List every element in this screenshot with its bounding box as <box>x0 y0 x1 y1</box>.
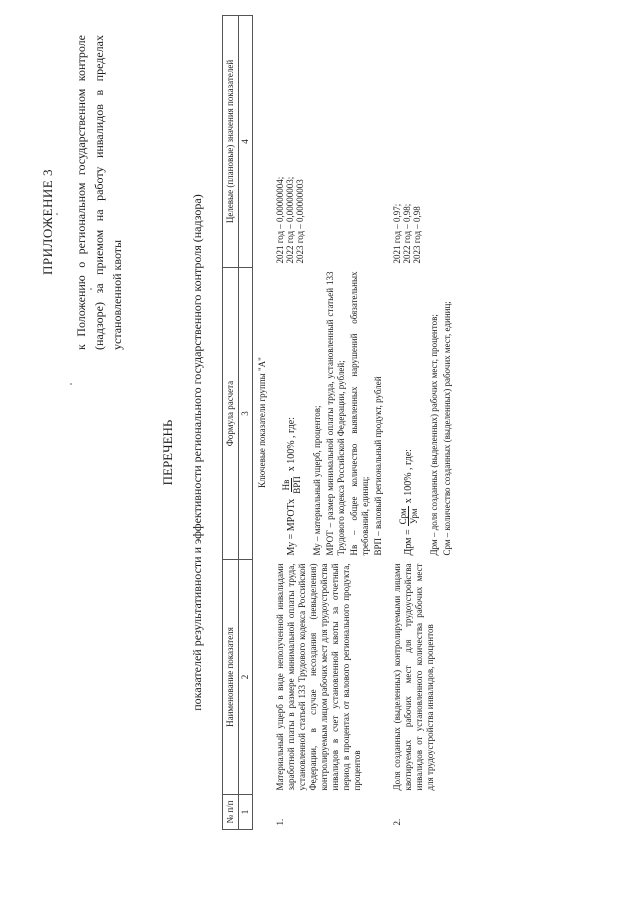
target-value: 2023 год – 0,98 <box>412 206 422 264</box>
formula-fraction <box>398 506 419 526</box>
indicator-name: Материальный ущерб в виде неполученной инвалидами заработной платы в размере минимальной оплаты труда, установленной статьей 133 Трудового кодекса Российской Федерации, в случае несоздания (невыделения) контролируемым лицом рабочих мест для трудоустройства инвалидов в счет установленной квоты за отчетный период в процентах от валового регионального продукта, процентов <box>275 563 362 791</box>
row-number: 1. <box>275 818 285 826</box>
scan-speck <box>56 213 58 215</box>
column-number: 3 <box>239 268 253 560</box>
formula-cell <box>272 268 389 560</box>
scan-speck <box>70 383 72 385</box>
formula <box>398 272 419 556</box>
table-row <box>272 16 389 830</box>
fraction-denominator: ВРП <box>292 476 302 494</box>
fraction-denominator: Урм <box>409 508 419 525</box>
header-num: № п/п <box>223 795 239 830</box>
legend-item: Му – материальный ущерб, процентов; <box>312 405 322 556</box>
legend-item: Дрм – доля созданных (выделенных) рабочих мест, процентов; <box>429 314 439 556</box>
target-value: 2023 год – 0,00000003 <box>295 179 305 264</box>
formula-right: х 100% , где: <box>403 449 414 504</box>
formula-left: Дрм = <box>403 529 414 556</box>
document-subtitle: показателей результативности и эффективности регионального государственного контроля (надзора) <box>190 194 204 711</box>
target-value: 2022 год – 0,00000003; <box>285 176 295 264</box>
formula-right: х 100% , где: <box>286 417 297 472</box>
target-values <box>389 16 458 268</box>
header-formula: Формула расчета <box>223 268 239 560</box>
document-title: ПЕРЕЧЕНЬ <box>160 419 175 486</box>
legend-item: Нв – общее количество выявленных нарушений обязательных требований, единиц; <box>349 271 370 556</box>
fraction-numerator: Нв <box>281 479 291 491</box>
appendix-title: ПРИЛОЖЕНИЕ 3 <box>40 169 55 275</box>
column-number: 4 <box>239 16 253 268</box>
group-label: Ключевые показатели группы "А" <box>257 357 267 488</box>
row-number: 2. <box>392 818 402 826</box>
column-number: 2 <box>239 560 253 795</box>
indicator-name: Доля созданных (выделенных) контролируемыми лицами квотируемых рабочих мест для трудоустройства инвалидов от установленного количества рабочих мест для трудоустройства инвалидов, процентов <box>392 563 435 791</box>
fraction-numerator: Срм <box>398 508 408 525</box>
formula-legend <box>429 272 453 556</box>
header-name: Наименование показателя <box>223 560 239 795</box>
formula-left: Му = МРОТх <box>286 498 297 556</box>
formula-fraction <box>281 474 302 496</box>
legend-item: ВРП – валовый региональный продукт, рублей <box>373 376 383 556</box>
table-row <box>389 16 458 830</box>
target-value: 2021 год – 0,00000004; <box>275 176 285 264</box>
formula-cell <box>389 268 458 560</box>
header-target: Целевые (плановые) значения показателей <box>223 16 239 268</box>
legend-item: МРОТ – размер минимальной оплаты труда, установленный статьей 133 Трудового кодекса Российской Федерации, рублей; <box>325 271 346 556</box>
scan-speck <box>90 288 92 290</box>
formula <box>281 272 302 556</box>
target-value: 2022 год – 0,98; <box>402 203 412 264</box>
table-header-row <box>223 16 239 830</box>
indicators-table <box>222 15 458 830</box>
target-values <box>272 16 389 268</box>
target-value: 2021 год – 0,97; <box>392 203 402 264</box>
column-number: 1 <box>239 795 253 830</box>
group-row <box>253 16 273 830</box>
column-number-row <box>239 16 253 830</box>
legend-item: Срм – количество созданных (выделенных) рабочих мест, единиц; <box>442 301 452 556</box>
appendix-reference: к Положению о региональном государственном контроле (надзоре) за приемом на работу инвалидов в пределах установленной квоты <box>74 35 124 350</box>
formula-legend <box>312 272 384 556</box>
